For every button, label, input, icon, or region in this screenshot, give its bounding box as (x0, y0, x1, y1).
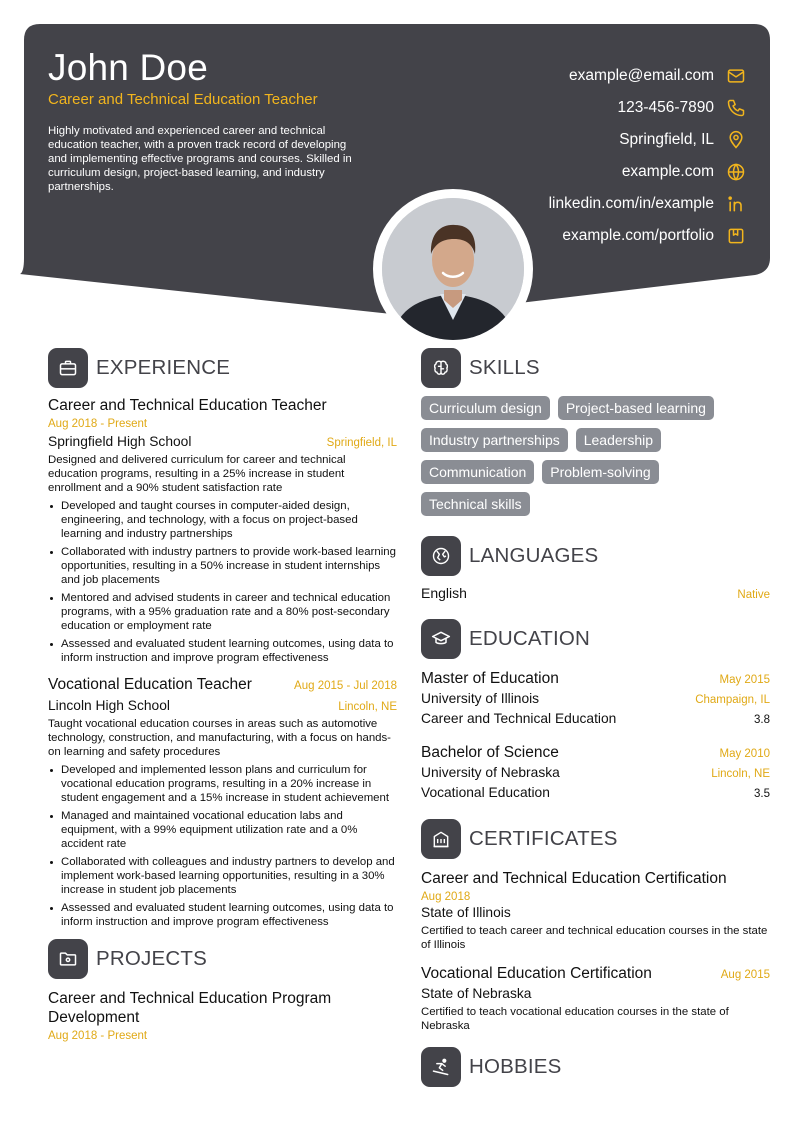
achievement-item: Mentored and advised students in career and technical education programs, with a 95% graduation rate and a 80% post-secondary education or employment rate (48, 591, 397, 633)
graduation-cap-icon (421, 619, 461, 659)
profile-summary: Highly motivated and experienced career and technical education teacher, with a proven track record of developing and implementing effective programs and courses. Skilled in curriculum design, project-based learning, and industry partnerships. (48, 125, 352, 193)
projects-heading: PROJECTS (96, 947, 207, 970)
achievement-item: Assessed and evaluated student learning outcomes, using data to inform instruction and improve program effectiveness (48, 637, 397, 665)
contact-website-text[interactable]: example.com (621, 163, 714, 180)
certificate-title: Vocational Education Certification (421, 965, 652, 982)
skills-section (421, 348, 770, 516)
contact-website[interactable] (366, 156, 746, 188)
project-title: Career and Technical Education Program Development (48, 990, 332, 1026)
contact-location (366, 124, 746, 156)
phone-icon (726, 98, 746, 118)
contact-phone-text[interactable]: 123-456-7890 (617, 99, 714, 116)
portfolio-icon (726, 226, 746, 246)
job-company: Springfield High School (48, 434, 192, 449)
language-item (421, 585, 770, 601)
field-of-study: Career and Technical Education (421, 711, 617, 726)
achievement-item: Developed and taught courses in computer-aided design, engineering, and technology, with a focus on project-based learning and industry partnerships (48, 499, 397, 541)
school-location: Champaign, IL (695, 694, 770, 706)
certificate-title: Career and Technical Education Certification (421, 870, 727, 887)
achievement-item: Managed and maintained vocational education labs and equipment, with a 99% equipment utilization rate and a 0% accident rate (48, 809, 397, 851)
candidate-name: John Doe (48, 47, 208, 88)
experience-heading: EXPERIENCE (96, 356, 231, 379)
skill-tag: Problem-solving (542, 460, 658, 484)
job-dates: Aug 2018 - Present (48, 418, 148, 430)
location-icon (726, 130, 746, 150)
projects-section (48, 939, 397, 1042)
education-section (421, 619, 770, 803)
certificates-section (421, 819, 770, 1033)
certificate-date: Aug 2018 (421, 891, 471, 903)
achievement-item: Developed and implemented lesson plans and curriculum for vocational education programs, resulting in a 20% increase in student engagement and a 15% increase in student achievement (48, 763, 397, 805)
gpa: 3.8 (754, 714, 770, 726)
degree: Bachelor of Science (421, 744, 559, 761)
field-of-study: Vocational Education (421, 785, 550, 800)
school: University of Illinois (421, 691, 540, 706)
certificates-heading: CERTIFICATES (469, 827, 618, 850)
achievement-item: Assessed and evaluated student learning outcomes, using data to inform instruction and improve program effectiveness (48, 901, 397, 929)
achievement-item: Collaborated with colleagues and industry partners to develop and implement work-based learning opportunities, resulting in a 30% increase in student job placements (48, 855, 397, 897)
project-item (48, 989, 397, 1042)
candidate-title: Career and Technical Education Teacher (48, 91, 318, 108)
skiing-icon (421, 1047, 461, 1087)
email-icon (726, 66, 746, 86)
job-location: Springfield, IL (326, 437, 397, 449)
contact-portfolio-text[interactable]: example.com/portfolio (562, 227, 714, 244)
contact-email[interactable] (366, 60, 746, 92)
certificate-issuer: State of Illinois (421, 905, 511, 920)
job-achievements (48, 499, 397, 665)
school-location: Lincoln, NE (711, 768, 770, 780)
education-date: May 2010 (719, 748, 770, 760)
linkedin-icon (726, 194, 746, 214)
skill-tag: Curriculum design (421, 396, 550, 420)
skill-tag: Leadership (576, 428, 661, 452)
folder-icon (48, 939, 88, 979)
skill-tag: Project-based learning (558, 396, 714, 420)
school: University of Nebraska (421, 765, 560, 780)
language-icon (421, 536, 461, 576)
project-dates: Aug 2018 - Present (48, 1030, 148, 1042)
skill-tag: Technical skills (421, 492, 530, 516)
skill-tag: Communication (421, 460, 534, 484)
gpa: 3.5 (754, 788, 770, 800)
language-level: Native (737, 589, 770, 601)
contact-email-text[interactable]: example@email.com (569, 67, 714, 84)
certificate-issuer: State of Nebraska (421, 986, 532, 1001)
experience-item (48, 396, 397, 665)
certificate-description: Certified to teach career and technical education courses in the state of Illinois (421, 925, 768, 951)
contact-phone[interactable] (366, 92, 746, 124)
job-dates: Aug 2015 - Jul 2018 (294, 680, 397, 692)
language-name: English (421, 585, 467, 601)
job-title: Career and Technical Education Teacher (48, 397, 327, 414)
achievement-item: Collaborated with industry partners to provide work-based learning opportunities, resulting in a 50% increase in student internships and job placements (48, 545, 397, 587)
job-title: Vocational Education Teacher (48, 676, 252, 693)
profile-photo (382, 198, 524, 340)
contact-linkedin-text[interactable]: linkedin.com/in/example (548, 195, 714, 212)
certificate-date: Aug 2015 (720, 969, 770, 981)
skill-tag: Industry partnerships (421, 428, 568, 452)
certificate-item (421, 964, 770, 1033)
languages-heading: LANGUAGES (469, 544, 599, 567)
degree: Master of Education (421, 670, 559, 687)
education-heading: EDUCATION (469, 627, 591, 650)
contact-location-text: Springfield, IL (619, 131, 714, 148)
hobbies-section (421, 1047, 770, 1087)
languages-section (421, 536, 770, 601)
job-location: Lincoln, NE (338, 701, 397, 713)
education-date: May 2015 (719, 674, 770, 686)
left-column (48, 348, 397, 1042)
globe-icon (726, 162, 746, 182)
certificate-description: Certified to teach vocational education courses in the state of Nebraska (421, 1006, 729, 1032)
experience-item (48, 675, 397, 929)
brain-icon (421, 348, 461, 388)
job-description: Taught vocational education courses in areas such as automotive technology, construction, and manufacturing, with a focus on hands-on learning and safety procedures (48, 718, 391, 758)
job-description: Designed and delivered curriculum for career and technical education programs, resulting in a 25% increase in student enrollment and a 90% student satisfaction rate (48, 454, 346, 494)
experience-section (48, 348, 397, 929)
right-column (421, 348, 770, 1097)
building-icon (421, 819, 461, 859)
skill-tags (421, 396, 770, 516)
job-company: Lincoln High School (48, 698, 170, 713)
certificate-item (421, 869, 770, 952)
skills-heading: SKILLS (469, 356, 540, 379)
education-item (421, 743, 770, 803)
job-achievements (48, 763, 397, 929)
briefcase-icon (48, 348, 88, 388)
education-item (421, 669, 770, 729)
hobbies-heading: HOBBIES (469, 1055, 562, 1078)
